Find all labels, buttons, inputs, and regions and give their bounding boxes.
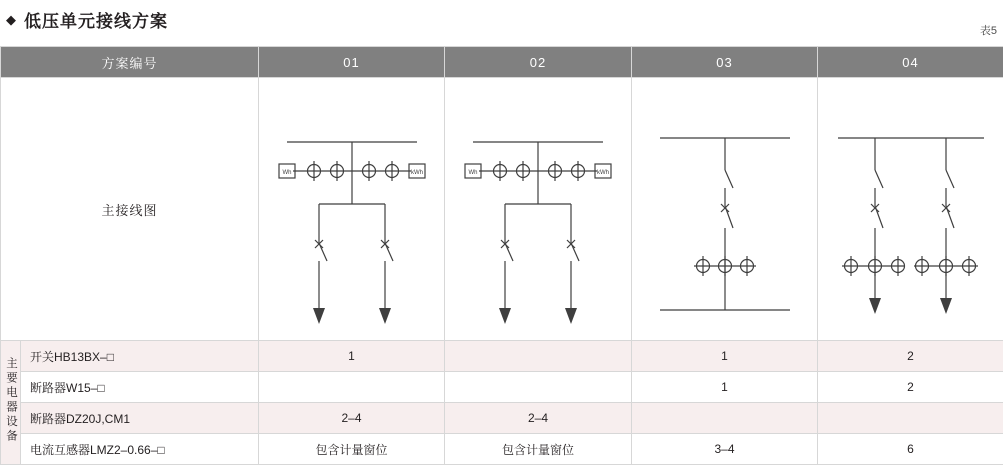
page-header bbox=[0, 0, 1003, 46]
page-title: 低压单元接线方案 bbox=[24, 12, 168, 31]
row-value-03: 3–4 bbox=[632, 434, 818, 465]
header-cell-04: 04 bbox=[818, 47, 1003, 78]
row-value-01: 2–4 bbox=[259, 403, 445, 434]
row-name: 电流互感器LMZ2–0.66–□ bbox=[21, 434, 259, 465]
diagram-03 bbox=[632, 78, 817, 340]
row-value-01: 1 bbox=[259, 341, 445, 372]
diagram-row bbox=[1, 78, 1003, 341]
diagram-01-svg bbox=[259, 78, 445, 340]
diagram-cell-01 bbox=[259, 78, 445, 341]
header-cell-scheme-no: 方案编号 bbox=[1, 47, 259, 78]
row-value-02 bbox=[445, 341, 632, 372]
diagram-03-svg bbox=[632, 78, 818, 340]
row-value-02 bbox=[445, 372, 632, 403]
table-row bbox=[1, 434, 1003, 465]
row-name: 断路器W15–□ bbox=[21, 372, 259, 403]
diagram-02 bbox=[445, 78, 631, 340]
header-cell-01: 01 bbox=[259, 47, 445, 78]
row-value-03: 1 bbox=[632, 372, 818, 403]
row-value-04 bbox=[818, 403, 1003, 434]
table-number-label: 表5 bbox=[979, 25, 997, 37]
diagram-cell-03 bbox=[632, 78, 818, 341]
diagram-01-meter-left-label: Wh bbox=[282, 170, 292, 176]
diagram-row-label: 主接线图 bbox=[1, 78, 259, 341]
diagram-02-svg bbox=[445, 78, 632, 340]
row-name: 断路器DZ20J,CM1 bbox=[21, 403, 259, 434]
row-value-01: 包含计量窗位 bbox=[259, 434, 445, 465]
diagram-04 bbox=[818, 78, 1003, 340]
header-cell-02: 02 bbox=[445, 47, 632, 78]
row-name: 开关HB13BX–□ bbox=[21, 341, 259, 372]
row-value-02: 包含计量窗位 bbox=[445, 434, 632, 465]
diagram-cell-04 bbox=[818, 78, 1003, 341]
table-row bbox=[1, 372, 1003, 403]
row-value-02: 2–4 bbox=[445, 403, 632, 434]
diagram-02-meter-left-label: Wh bbox=[468, 170, 478, 176]
bullet-icon: ◆ bbox=[6, 12, 16, 27]
row-value-04: 2 bbox=[818, 341, 1003, 372]
wiring-scheme-table bbox=[0, 46, 1003, 465]
row-value-04: 6 bbox=[818, 434, 1003, 465]
diagram-01 bbox=[259, 78, 444, 340]
table-row bbox=[1, 341, 1003, 372]
diagram-02-meter-right-label: kWh bbox=[597, 170, 610, 176]
vertical-section-label-text: 主要电器设备 bbox=[5, 356, 17, 444]
row-value-04: 2 bbox=[818, 372, 1003, 403]
diagram-04-svg bbox=[818, 78, 1003, 340]
table-row bbox=[1, 403, 1003, 434]
vertical-section-label bbox=[1, 341, 21, 465]
row-value-03: 1 bbox=[632, 341, 818, 372]
diagram-01-meter-right-label: kWh bbox=[411, 170, 424, 176]
diagram-cell-02 bbox=[445, 78, 632, 341]
header-cell-03: 03 bbox=[632, 47, 818, 78]
row-value-01 bbox=[259, 372, 445, 403]
table-header-row bbox=[1, 47, 1003, 78]
row-value-03 bbox=[632, 403, 818, 434]
